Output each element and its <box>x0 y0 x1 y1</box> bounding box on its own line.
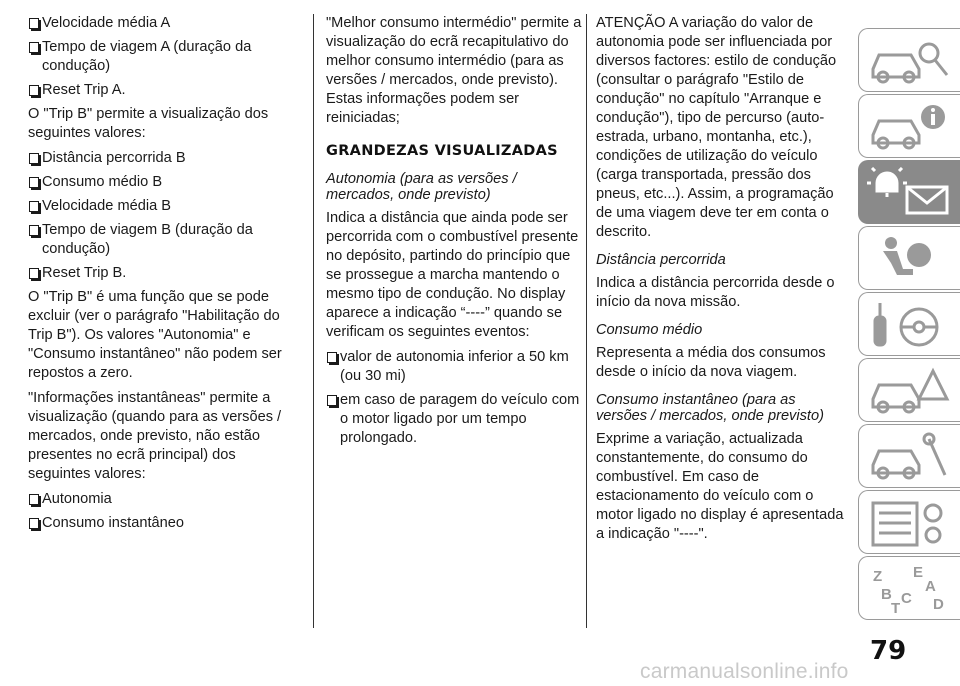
list-item: Autonomia <box>28 490 302 509</box>
tab-index[interactable] <box>858 556 960 620</box>
list-item: Reset Trip B. <box>28 264 302 283</box>
tab-car-search[interactable] <box>858 28 960 92</box>
list-item: Consumo instantâneo <box>28 514 302 533</box>
column-divider <box>313 14 314 628</box>
dashboard-light-message-icon <box>867 167 953 219</box>
list-item: em caso de paragem do veículo com o motor ligado por um tempo prolongado. <box>326 391 582 448</box>
column-divider <box>586 14 587 628</box>
paragraph: "Informações instantâneas" permite a visualização (quando para as versões / mercados, onde previsto, não estão presentes no ecrã principal) dos seguintes valores: <box>28 390 282 482</box>
paragraph: "Melhor consumo intermédio" permite a visualização do ecrã recapitulativo do melhor consumo intermédio (para as versões / mercados, onde previsto). Estas informações podem ser reiniciadas; <box>326 15 582 126</box>
tab-technical-data[interactable] <box>858 490 960 554</box>
technical-data-list-gear-icon <box>867 497 953 549</box>
svg-text:E: E <box>913 564 924 581</box>
list-item: Velocidade média B <box>28 197 302 216</box>
watermark: carmanualsonline.info <box>640 660 849 683</box>
key-steering-wheel-icon <box>867 299 953 351</box>
alphabetical-index-icon <box>867 563 953 615</box>
list-item: Velocidade média A <box>28 14 302 33</box>
list-item: valor de autonomia inferior a 50 km (ou 30 mi) <box>326 348 582 386</box>
tab-maintenance[interactable] <box>858 424 960 488</box>
svg-text:C: C <box>901 590 912 607</box>
subheading: Autonomia (para as versões / mercados, onde previsto) <box>326 171 517 203</box>
list-item: Tempo de viagem B (duração da condução) <box>28 221 302 259</box>
car-breakdown-warning-icon <box>867 365 953 417</box>
tab-car-info[interactable] <box>858 94 960 158</box>
list-item: Tempo de viagem A (duração da condução) <box>28 38 302 76</box>
svg-text:B: B <box>881 586 892 603</box>
paragraph: O "Trip B" permite a visualização dos seguintes valores: <box>28 106 269 141</box>
column-1 <box>28 14 302 538</box>
page-number: 79 <box>870 636 907 666</box>
paragraph: Indica a distância percorrida desde o início da nova missão. <box>596 275 835 310</box>
tab-key-steering[interactable] <box>858 292 960 356</box>
tab-airbag[interactable] <box>858 226 960 290</box>
svg-text:D: D <box>933 596 944 613</box>
column-3 <box>596 14 846 550</box>
svg-text:A: A <box>925 578 936 595</box>
section-heading: GRANDEZAS VISUALIZADAS <box>326 143 558 159</box>
chapter-tabs <box>858 28 960 622</box>
list-item: Distância percorrida B <box>28 149 302 168</box>
tab-breakdown[interactable] <box>858 358 960 422</box>
warning-paragraph: ATENÇÃO A variação do valor de autonomia pode ser influenciada por diversos factores: estilo de condução (consultar o parágrafo "Estilo de condução" no capítulo "Arranque e condução"), tipo de percurso (auto-estrada, urbano, montanha, etc.), condições de utilização do veículo (carga transportada, pressão dos pneus, etc...). Assim, a programação de uma viagem deve ter em conta o descrito. <box>596 15 837 240</box>
paragraph: Exprime a variação, actualizada constantemente, do consumo do combustível. Em caso de estacionamento do veículo com o motor ligado no display é apresentada a indicação "----". <box>596 431 844 542</box>
subheading: Distância percorrida <box>596 252 726 268</box>
airbag-seat-icon <box>867 233 953 285</box>
car-maintenance-wrench-icon <box>867 431 953 483</box>
paragraph: O "Trip B" é uma função que se pode excluir (ver o parágrafo "Habilitação do Trip B"). Os valores "Autonomia" e "Consumo instantâneo" não podem ser repostos a zero. <box>28 289 282 381</box>
paragraph: Indica a distância que ainda pode ser percorrida com o combustível presente no depósito, partindo do princípio que se prossegue a marcha mantendo o mesmo tipo de condução. No display aparece a indicação “----” quando se verificam os seguintes eventos: <box>326 210 579 340</box>
svg-text:Z: Z <box>873 568 883 585</box>
list-item: Consumo médio B <box>28 173 302 192</box>
subheading: Consumo instantâneo (para as versões / mercados, onde previsto) <box>596 392 824 424</box>
subheading: Consumo médio <box>596 322 703 338</box>
car-info-icon <box>867 101 953 153</box>
list-item: Reset Trip A. <box>28 81 302 100</box>
tab-dashboard-lights[interactable] <box>858 160 960 224</box>
svg-text:T: T <box>891 600 901 615</box>
car-search-icon <box>867 35 953 87</box>
column-2 <box>326 14 582 453</box>
paragraph: Representa a média dos consumos desde o início da nova viagem. <box>596 345 826 380</box>
